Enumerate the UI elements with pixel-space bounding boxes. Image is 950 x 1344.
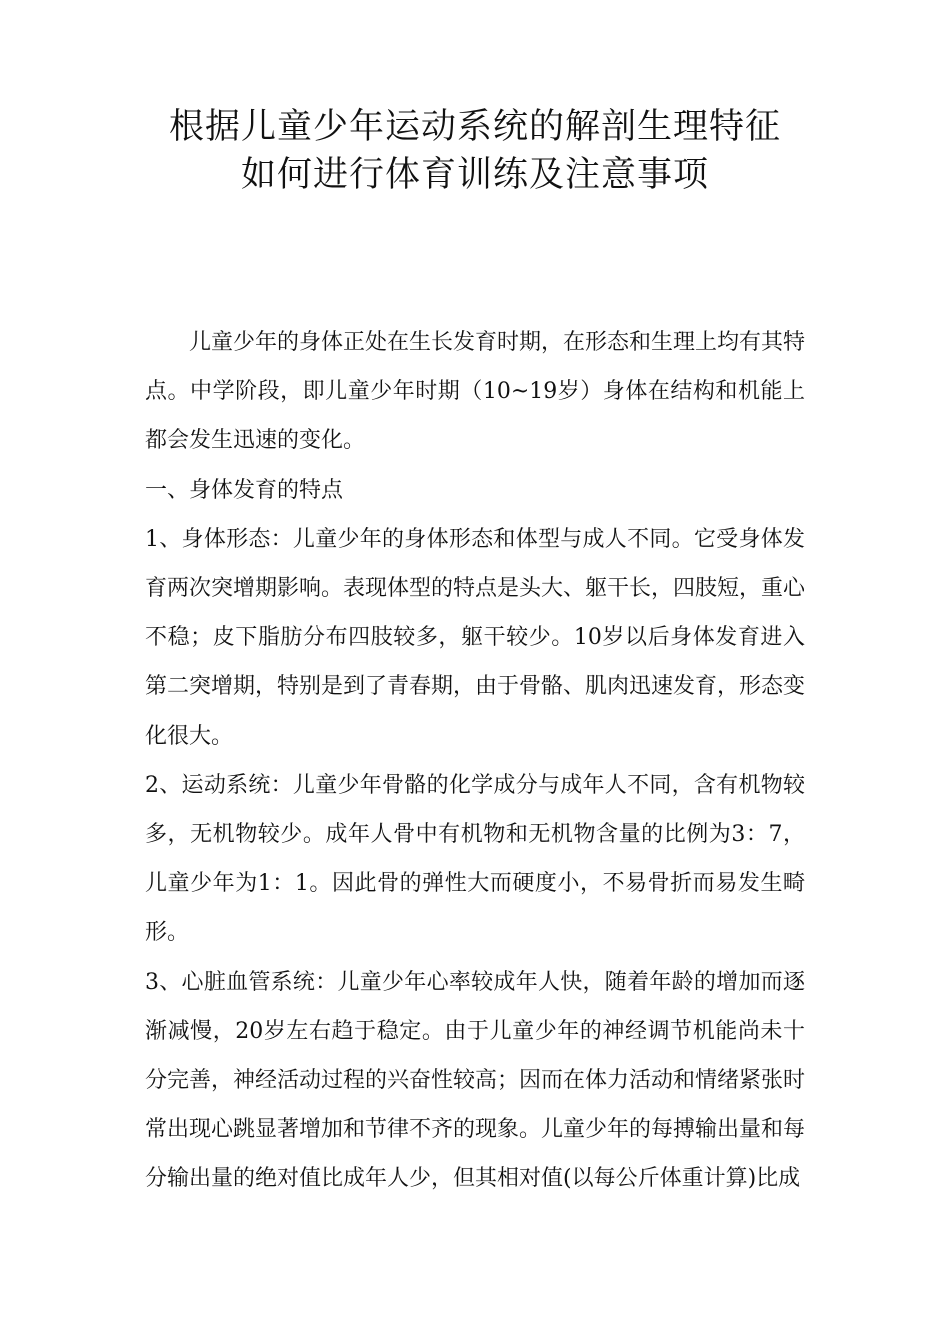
section-heading-1: 一、身体发育的特点: [145, 477, 344, 503]
intro-paragraph: 儿童少年的身体正处在生长发育时期，在形态和生理上均有其特点。中学阶段，即儿童少年时期（10~19岁）身体在结构和机能上都会发生迅速的变化。: [145, 330, 806, 454]
paragraph-cardiovascular: 3、心脏血管系统：儿童少年心率较成年人快，随着年龄的增加而逐渐减慢，20岁左右趋于稳定。由于儿童少年的神经调节机能尚未十分完善，神经活动过程的兴奋性较高；因而在体力活动和情绪紧张时常出现心跳显著增加和节律不齐的现象。儿童少年的每搏输出量和每分输出量的绝对值比成年人少，但其相对值(以每公斤体重计算)比成: [145, 969, 806, 1192]
paragraph-body-shape: 1、身体形态：儿童少年的身体形态和体型与成人不同。它受身体发育两次突增期影响。表现体型的特点是头大、躯干长，四肢短，重心不稳；皮下脂肪分布四肢较多，躯干较少。10岁以后身体发育进入第二突增期，特别是到了青春期，由于骨骼、肌肉迅速发育，形态变化很大。: [145, 526, 806, 749]
document-title-line-2: 如何进行体育训练及注意事项: [240, 155, 709, 195]
document-title-line-1: 根据儿童少年运动系统的解剖生理特征: [168, 107, 781, 147]
paragraph-motor-system: 2、运动系统：儿童少年骨骼的化学成分与成年人不同，含有机物较多，无机物较少。成年人骨中有机物和无机物含量的比例为3：7，儿童少年为1：1。因此骨的弹性大而硬度小，不易骨折而易发生畸形。: [145, 772, 805, 946]
document-body: [145, 318, 805, 1204]
